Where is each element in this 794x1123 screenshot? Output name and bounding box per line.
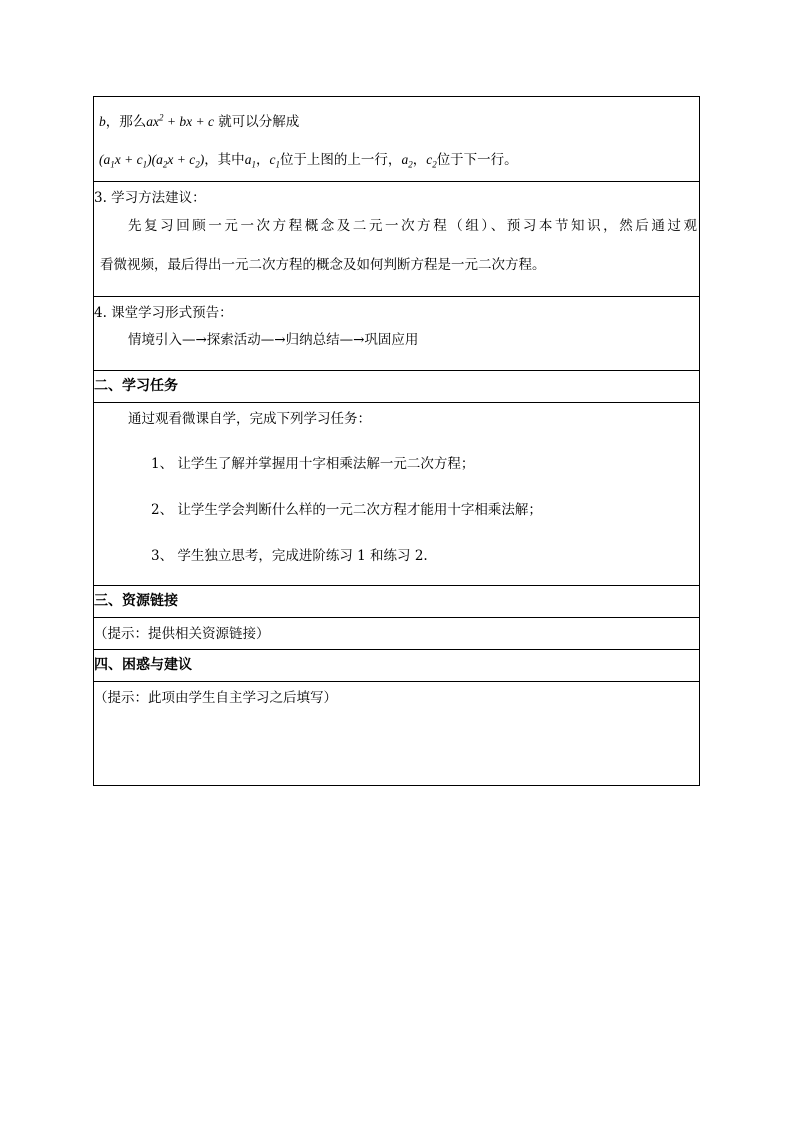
section3-title: 3. 学习方法建议： — [94, 190, 206, 206]
class-form-row — [94, 297, 699, 371]
task-item-1: 1、 让学生了解并掌握用十字相乘法解一元二次方程； — [151, 456, 475, 472]
tasks-heading: 二、学习任务 — [94, 378, 178, 394]
resources-hint: （提示：提供相关资源链接） — [94, 626, 270, 642]
resources-heading: 三、资源链接 — [94, 593, 178, 609]
section3-para-line-2: 看微视频，最后得出一元二次方程的概念及如何判断方程是一元二次方程。 — [100, 257, 546, 273]
section3-para-line-1: 先复习回顾一元一次方程概念及二元一次方程（组）、预习本节知识，然后通过观 — [128, 218, 697, 234]
task-item-2: 2、 让学生学会判断什么样的一元二次方程才能用十字相乘法解； — [151, 502, 542, 518]
formula-row — [94, 97, 699, 182]
questions-heading-row — [94, 650, 699, 682]
section4-title: 4. 课堂学习形式预告： — [94, 305, 233, 321]
section4-flow: 情境引入—→探索活动—→归纳总结—→巩固应用 — [128, 332, 419, 348]
method-suggestion-row — [94, 182, 699, 297]
questions-hint-row — [94, 682, 699, 785]
var-b: b — [99, 114, 106, 129]
formula-tail: 就可以分解成 — [213, 114, 300, 130]
tasks-intro: 通过观看微课自学，完成下列学习任务： — [128, 411, 371, 427]
formula-line-1 — [99, 113, 299, 131]
tasks-body-row — [94, 403, 699, 586]
questions-hint: （提示：此项由学生自主学习之后填写） — [94, 690, 337, 706]
resources-hint-row — [94, 618, 699, 650]
tasks-heading-row — [94, 371, 699, 403]
quadratic-expression: $ax^2$ + bx + c — [146, 112, 214, 129]
formula-line-2: $(a_1x + c_1)(a_2x + c_2)$，其中$a_1$，$c_1$位于上图的上一行，$a_2$，$c_2$位于下一行。 — [99, 152, 518, 170]
resources-heading-row — [94, 586, 699, 618]
factored-expression: $(a_1x + c_1)(a_2x + c_2)$ — [99, 152, 205, 170]
task-item-3: 3、 学生独立思考，完成进阶练习 1 和练习 2. — [151, 548, 428, 564]
questions-heading: 四、困惑与建议 — [94, 657, 192, 673]
formula-text: ，那么 — [105, 114, 147, 130]
study-plan-table — [93, 96, 700, 786]
